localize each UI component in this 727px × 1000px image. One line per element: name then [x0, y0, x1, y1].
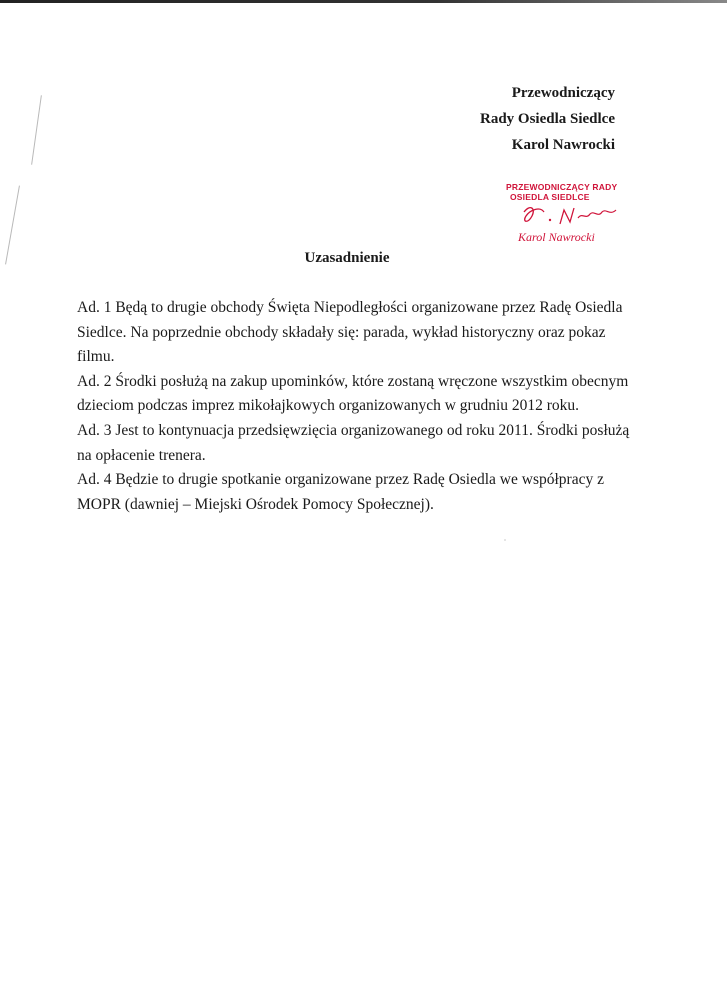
- handwritten-signature: [520, 202, 620, 230]
- justification-body: [77, 296, 637, 517]
- paragraph-ad-3: Ad. 3 Jest to kontynuacja przedsięwzięcia organizowanego od roku 2011. Środki posłużą na opłacenie trenera.: [77, 421, 630, 464]
- signature-block: [480, 80, 615, 158]
- scan-artifact: [31, 95, 42, 164]
- stamp-line-2: OSIEDLA SIEDLCE: [510, 192, 590, 202]
- paragraph-ad-2: Ad. 2 Środki posłużą na zakup upominków, które zostaną wręczone wszystkim obecnym dzieciom podczas imprez mikołajkowych organizowanych w grudniu 2012 roku.: [77, 372, 629, 415]
- scan-speck: [504, 539, 506, 541]
- signature-title: Przewodniczący: [511, 85, 615, 101]
- red-stamp: [498, 178, 648, 248]
- stamp-name: Karol Nawrocki: [518, 230, 595, 244]
- signature-council: Rady Osiedla Siedlce: [479, 111, 615, 127]
- document-heading: Uzasadnienie: [304, 250, 390, 266]
- stamp-line-1: PRZEWODNICZĄCY RADY: [506, 182, 618, 192]
- signature-name: Karol Nawrocki: [511, 137, 615, 153]
- paragraph-ad-1: Ad. 1 Będą to drugie obchody Święta Niepodległości organizowane przez Radę Osiedla Siedlce. Na poprzednie obchody składały się: parada, wykład historyczny oraz pokaz filmu.: [77, 299, 623, 366]
- paragraph-ad-4: Ad. 4 Będzie to drugie spotkanie organizowane przez Radę Osiedla we współpracy z MOPR (dawniej – Miejski Ośrodek Pomocy Społecznej).: [77, 471, 604, 513]
- scan-edge: [0, 0, 727, 3]
